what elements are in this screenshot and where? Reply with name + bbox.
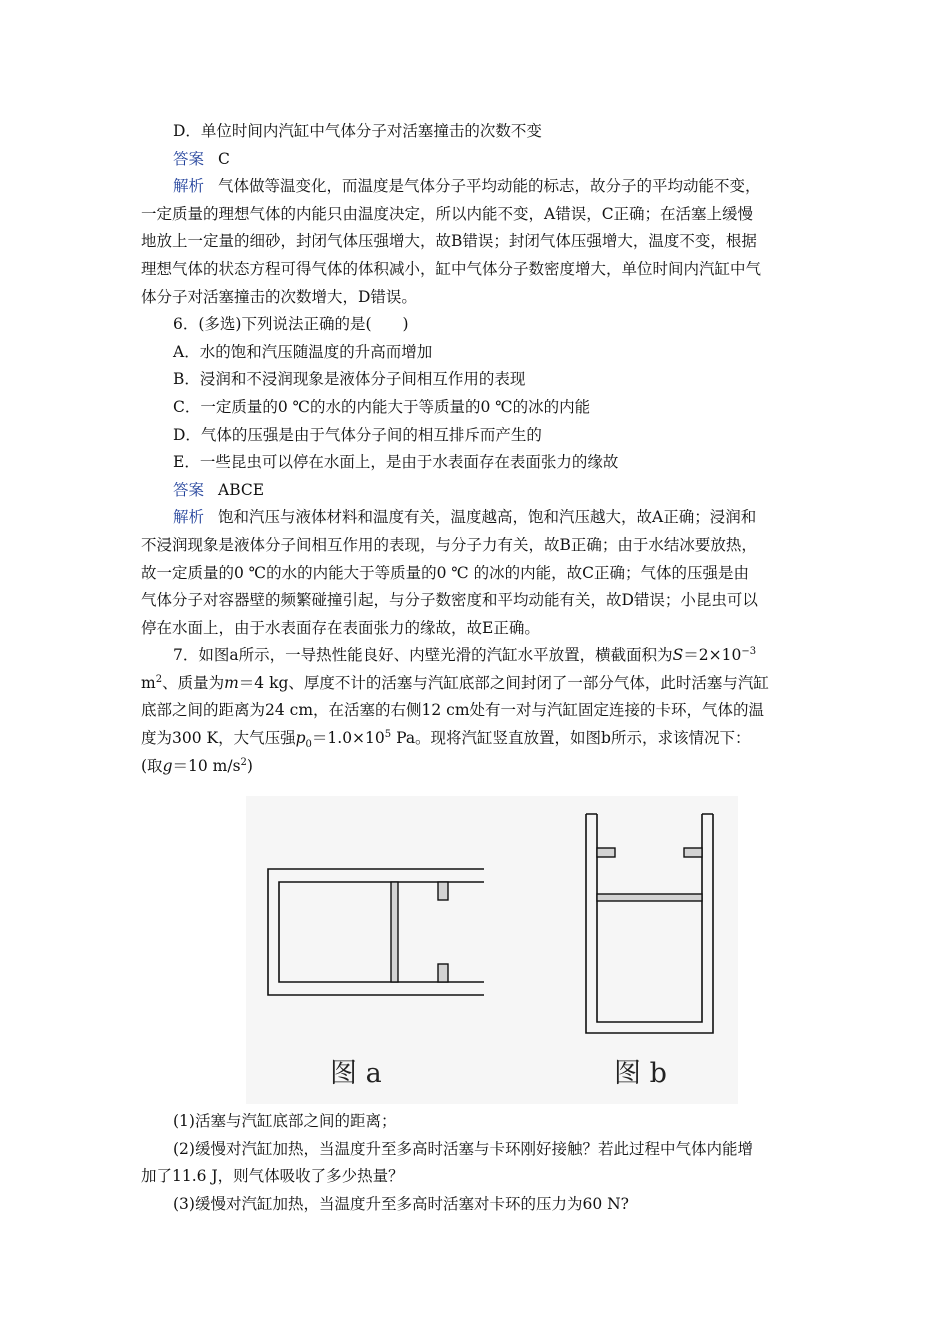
q5-analysis-line: 体分子对活塞撞击的次数增大，D错误。	[141, 287, 417, 306]
answer-label: 答案	[173, 149, 205, 168]
q6-analysis-line: 解析 饱和汽压与液体材料和温度有关，温度越高，饱和汽压越大，故A正确；浸润和	[173, 508, 757, 527]
document-body	[141, 118, 813, 780]
q6-analysis-line: 停在水面上，由于水表面存在表面张力的缘故，故E正确。	[141, 618, 540, 637]
figure-a-label: 图 a	[330, 1058, 382, 1089]
q7-stem-line: $m^2$、质量为m＝4 kg、厚度不计的活塞与汽缸底部之间封闭了一部分气体，此时活塞与汽缸	[141, 673, 769, 692]
figure-b-piston	[597, 894, 702, 901]
answer-value: C	[218, 149, 230, 168]
analysis-label: 解析	[173, 508, 205, 527]
figure-a-cylinder	[268, 869, 484, 995]
q6-analysis-line: 故一定质量的0 ℃的水的内能大于等质量的0 ℃ 的冰的内能，故C正确；气体的压强是由	[141, 563, 750, 582]
q7-sub-question-3: (3)缓慢对汽缸加热，当温度升至多高时活塞对卡环的压力为60 N?	[173, 1194, 629, 1213]
analysis-label: 解析	[173, 177, 205, 196]
q7-stem-line: (取g＝10 $m/s^2$)	[141, 756, 253, 775]
cylinder-figure	[246, 796, 738, 1104]
q7-stem-line: 度为300 K，大气压强$p_0=1.0\times 10^5$ Pa。现将汽缸竖直放置，如图b所示，求该情况下：	[141, 728, 751, 751]
figure-b-label: 图 b	[614, 1058, 667, 1089]
figure-b-cylinder	[586, 814, 713, 1033]
q6-stem: 6．(多选)下列说法正确的是( )	[173, 315, 409, 334]
figure-a-stopper-top	[438, 882, 448, 900]
q6-analysis-line: 不浸润现象是液体分子间相互作用的表现，与分子力有关，故B正确；由于水结冰要放热，	[141, 535, 757, 554]
q6-option-c: C．一定质量的0 ℃的水的内能大于等质量的0 ℃的冰的内能	[173, 397, 591, 416]
q5-analysis-line: 解析 气体做等温变化，而温度是气体分子平均动能的标志，故分子的平均动能不变，	[173, 177, 761, 196]
q5-answer	[141, 146, 813, 174]
q6-option-d: D．气体的压强是由于气体分子间的相互排斥而产生的	[173, 425, 542, 444]
q5-analysis-line: 地放上一定量的细砂，封闭气体压强增大，故B错误；封闭气体压强增大，温度不变，根据	[141, 232, 757, 251]
figure-a-stopper-bottom	[438, 964, 448, 982]
q7-sub-question-1: (1)活塞与汽缸底部之间的距离；	[173, 1112, 397, 1130]
q5-analysis-line: 理想气体的状态方程可得气体的体积减小，缸中气体分子数密度增大，单位时间内汽缸中气	[141, 259, 762, 278]
figure-b-stopper-left	[597, 848, 615, 857]
q6-option-e: E．一些昆虫可以停在水面上，是由于水表面存在表面张力的缘故	[173, 453, 619, 472]
q7-stem-line: 底部之间的距离为24 cm，在活塞的右侧12 cm处有一对与汽缸固定连接的卡环，气体的温	[141, 701, 765, 720]
figure-a-piston	[391, 882, 398, 982]
cylinder-diagram	[246, 796, 738, 1104]
q6-option-b: B．浸润和不浸润现象是液体分子间相互作用的表现	[173, 370, 526, 389]
q7-sub-question-2: (2)缓慢对汽缸加热，当温度升至多高时活塞与卡环刚好接触？若此过程中气体内能增	[173, 1139, 753, 1158]
figure-b-stopper-right	[684, 848, 702, 857]
q5-analysis-line: 一定质量的理想气体的内能只由温度决定，所以内能不变，A错误，C正确；在活塞上缓慢	[141, 204, 754, 223]
q5-option-d: D．单位时间内汽缸中气体分子对活塞撞击的次数不变	[173, 122, 542, 140]
q7-sub-question-2-cont: 加了11.6 J，则气体吸收了多少热量？	[141, 1167, 404, 1186]
q6-option-a: A．水的饱和汽压随温度的升高而增加	[173, 342, 433, 361]
answer-label: 答案	[173, 480, 205, 499]
answer-value: ABCE	[218, 480, 265, 499]
q6-answer	[141, 477, 813, 505]
q6-analysis-line: 气体分子对容器壁的频繁碰撞引起，与分子数密度和平均动能有关，故D错误；小昆虫可以	[141, 591, 758, 610]
q7-stem-line: 7．如图a所示，一导热性能良好、内壁光滑的汽缸水平放置，横截面积为$S=2\times 10^{-3}$	[173, 646, 757, 665]
q7-sub-questions	[141, 1108, 813, 1218]
